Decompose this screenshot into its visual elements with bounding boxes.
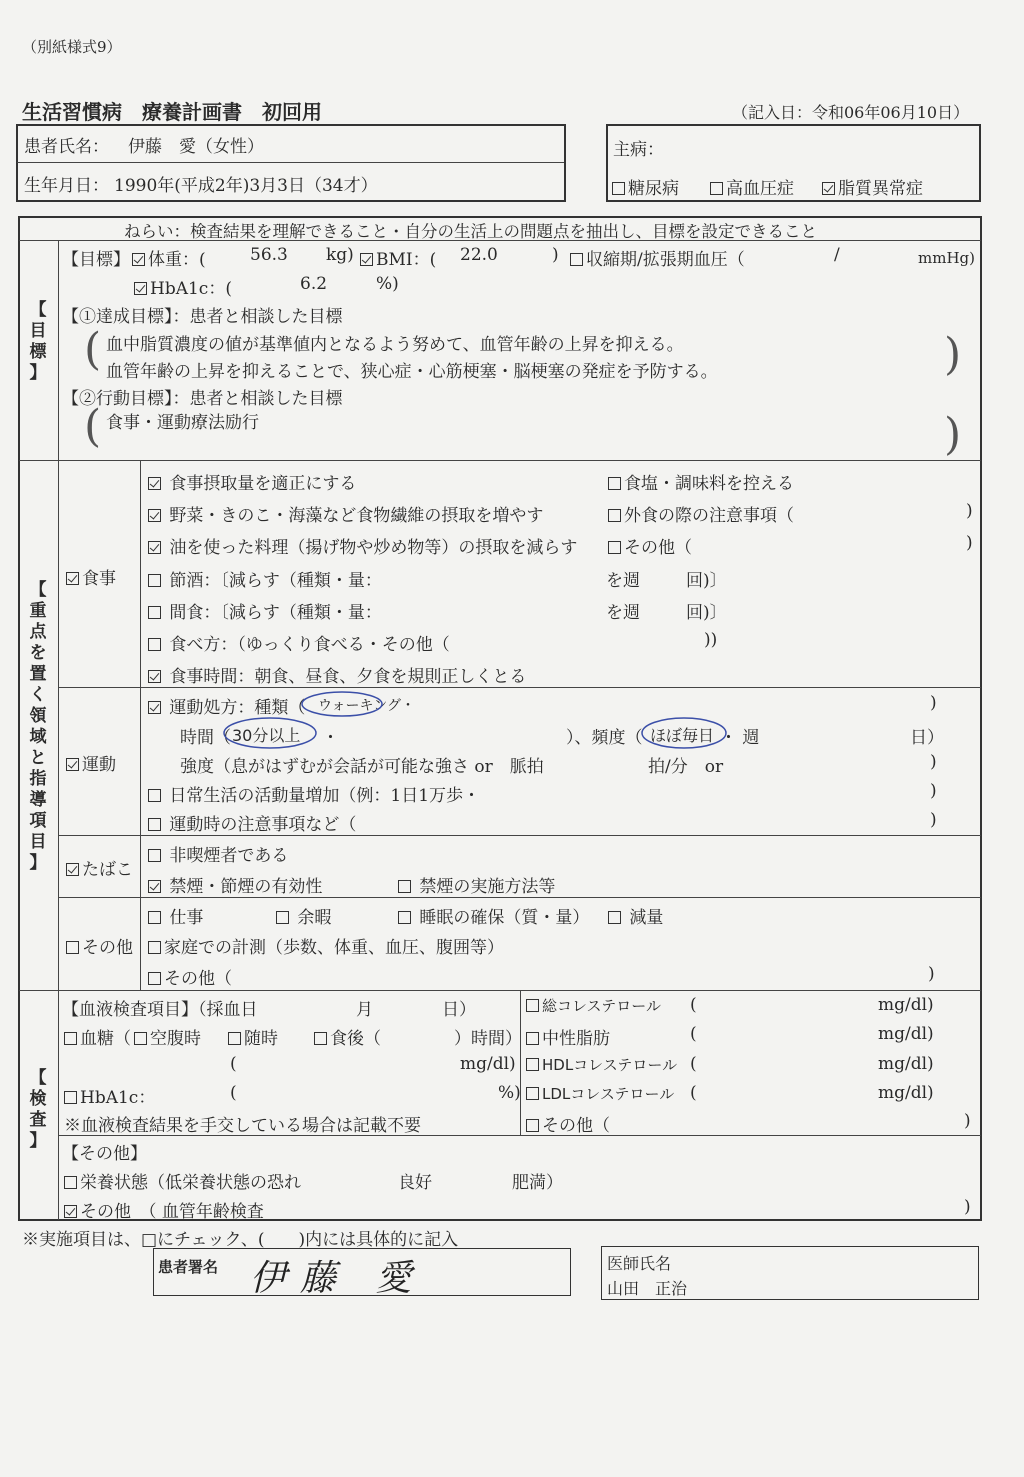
diet-right-item-1[interactable]	[608, 469, 794, 494]
quit-effect-label: 禁煙・節煙の有効性	[169, 877, 323, 897]
diet-item-3-label: 油を使った料理（揚げ物や炒め物等）の摂取を減らす	[169, 538, 578, 558]
bmi-target[interactable]	[360, 245, 436, 270]
quit-effect-checkbox[interactable]	[148, 880, 161, 893]
other-sleep[interactable]	[398, 903, 589, 928]
bracket-right-2: )	[944, 409, 962, 460]
random-checkbox[interactable]	[228, 1032, 241, 1045]
glucose-label: 血糖（	[80, 1029, 131, 1049]
exam-section-label: 【 検 査 】	[29, 1068, 47, 1151]
glucose-open: (	[230, 1054, 237, 1074]
action-goal-line-1[interactable]: 食事・運動療法励行	[106, 413, 259, 433]
lipid-open-3: (	[690, 1054, 697, 1074]
doctor-label: 医師氏名	[607, 1254, 672, 1273]
diet-item-2-checkbox[interactable]	[148, 509, 161, 522]
bracket-left-2: (	[84, 401, 102, 452]
other-weightloss-label: 減量	[629, 908, 664, 928]
weight-value[interactable]: 56.3	[250, 245, 288, 265]
lipid-total-chol[interactable]	[526, 995, 661, 1016]
exam-hba1c[interactable]	[64, 1083, 155, 1108]
home-measure-label: 家庭での計測（歩数、体重、血圧、腹囲等）	[164, 938, 504, 958]
lipid-unit-4: mg/dl)	[878, 1083, 934, 1103]
exercise-prescription-checkbox[interactable]	[148, 701, 161, 714]
other-sleep-label: 睡眠の確保（質・量）	[419, 908, 590, 928]
exercise-time-label: 時間（	[180, 728, 231, 748]
exam-other-item-checkbox[interactable]	[64, 1205, 77, 1218]
other-weightloss[interactable]	[608, 903, 663, 928]
diabetes-checkbox[interactable]	[612, 182, 625, 195]
diet-item-5-checkbox[interactable]	[148, 606, 161, 619]
exercise-freq-circle	[640, 714, 732, 754]
lipid-other[interactable]	[526, 1111, 610, 1136]
other-weightloss-checkbox[interactable]	[608, 911, 621, 924]
weight-target[interactable]	[132, 245, 206, 270]
diet-right-item-1-label: 食塩・調味料を控える	[624, 474, 794, 494]
home-measure[interactable]	[148, 933, 504, 958]
exercise-caution-checkbox[interactable]	[148, 818, 161, 831]
exercise-freq-week: ・ 週	[720, 728, 760, 748]
lipid-ldl[interactable]	[526, 1083, 674, 1104]
exercise-time-dot: ・	[322, 728, 339, 748]
achieve-goal-line-1[interactable]: 血中脂質濃度の値が基準値内となるよう努めて、血管年齢の上昇を抑える。	[106, 335, 684, 355]
bp-label: 収縮期/拡張期血圧（	[586, 250, 745, 270]
achieve-goal-line-2[interactable]: 血管年齢の上昇を抑えることで、狭心症・心筋梗塞・脳梗塞の発症を予防する。	[106, 362, 718, 382]
dyslipidemia-option[interactable]	[822, 174, 923, 199]
lipid-hdl-label: HDLコレステロール	[542, 1056, 678, 1074]
exam-hba1c-label: HbA1c：	[80, 1088, 156, 1108]
hba1c-open: (	[230, 1083, 237, 1103]
exercise-category[interactable]	[66, 750, 116, 775]
bmi-label: BMI：(	[376, 250, 437, 270]
weight-label: 体重：(	[148, 250, 206, 270]
exercise-time-circle	[222, 714, 322, 754]
entry-date: （記入日：令和06年06月10日）	[732, 103, 970, 122]
lipid-open-4: (	[690, 1083, 697, 1103]
daily-activity-checkbox[interactable]	[148, 789, 161, 802]
diet-item-3[interactable]	[148, 533, 577, 558]
nutrition-checkbox[interactable]	[64, 1176, 77, 1189]
bp-slash: /	[834, 245, 840, 265]
other-leisure-label: 余暇	[297, 908, 332, 928]
lipid-other-close: )	[964, 1111, 971, 1131]
targets-label: 【目標】	[62, 250, 130, 270]
diet-close-paren-2: )	[966, 533, 973, 553]
blood-month: 月	[356, 1000, 373, 1020]
dob-label: 生年月日：	[24, 176, 109, 196]
diet-item-5[interactable]	[148, 598, 382, 623]
hba1c-value[interactable]: 6.2	[300, 274, 328, 294]
exercise-close-4: )	[930, 810, 937, 830]
weight-unit: kg)	[326, 245, 354, 265]
diet-right-item-3[interactable]	[608, 533, 692, 558]
exercise-time-value[interactable]: 30分以上	[232, 726, 301, 745]
hba1c-pct: %)	[498, 1083, 521, 1103]
exercise-close-2: )	[930, 752, 937, 772]
other-checkbox[interactable]	[66, 941, 79, 954]
patient-signature-label: 患者署名	[158, 1258, 219, 1276]
bmi-close: )	[552, 245, 559, 265]
doctor-name[interactable]: 山田 正治	[607, 1279, 688, 1298]
postmeal-label: 食後（	[330, 1029, 381, 1049]
diet-item-1-label: 食事摂取量を適正にする	[169, 474, 357, 494]
eating-close: ))	[704, 630, 718, 650]
diet-label: 食事	[82, 569, 116, 589]
snack-per-week: を週	[606, 603, 640, 623]
diet-item-2-label: 野菜・きのこ・海藻など食物繊維の摂取を増やす	[169, 506, 544, 526]
lipid-hdl[interactable]	[526, 1054, 677, 1075]
lipid-unit-3: mg/dl)	[878, 1054, 934, 1074]
exercise-checkbox[interactable]	[66, 758, 79, 771]
dyslipidemia-label: 脂質異常症	[838, 179, 923, 199]
diet-item-6-label: 食べ方：（ゆっくり食べる・その他（	[169, 635, 450, 655]
form-title: 生活習慣病 療養計画書 初回用	[22, 100, 322, 124]
blood-test-label: 【血液検査項目】（採血日	[62, 1000, 258, 1020]
main-disease-label: 主病：	[613, 140, 664, 160]
exercise-close-1: )	[930, 693, 937, 713]
random-label: 随時	[244, 1029, 278, 1049]
exercise-prescription-label: 運動処方：種類（	[169, 698, 306, 718]
diet-right-item-3-checkbox[interactable]	[608, 541, 621, 554]
exercise-freq-close: 日）	[910, 728, 944, 748]
snack-times: 回)〕	[686, 603, 727, 623]
other-other[interactable]	[148, 964, 232, 989]
quit-method-label: 禁煙の実施方法等	[419, 877, 556, 897]
other-other-label: その他（	[164, 969, 232, 989]
diet-item-1[interactable]	[148, 469, 356, 494]
other-work-label: 仕事	[169, 908, 204, 928]
tobacco-checkbox[interactable]	[66, 863, 79, 876]
diet-item-4-label: 節酒：〔減らす（種類・量：	[169, 571, 382, 591]
footer-note: ※実施項目は、□にチェック、( )内には具体的に記入	[22, 1230, 459, 1250]
aim-text: ねらい：検査結果を理解できること・自分の生活上の問題点を抽出し、目標を設定できること	[124, 222, 817, 241]
other-work-checkbox[interactable]	[148, 911, 161, 924]
focus-section-label: 【 重 点 を 置 く 領 域 と 指 導 項 目 】	[29, 580, 47, 873]
dyslipidemia-checkbox[interactable]	[822, 182, 835, 195]
exercise-intensity: 強度（息がはずむが会話が可能な強さ or 脈拍	[180, 757, 544, 777]
nutrition-label: 栄養状態（低栄養状態の恐れ	[80, 1173, 301, 1193]
hba1c-checkbox[interactable]	[134, 282, 147, 295]
fasting-item[interactable]	[134, 1024, 201, 1049]
diet-close-paren-1: )	[966, 501, 973, 521]
hba1c-target[interactable]	[134, 274, 232, 299]
quit-effect[interactable]	[148, 872, 322, 897]
hba1c-label: HbA1c：(	[150, 279, 232, 299]
bmi-value[interactable]: 22.0	[460, 245, 498, 265]
patient-name-label: 患者氏名：	[24, 137, 109, 157]
non-smoker-label: 非喫煙者である	[169, 846, 289, 866]
glucose-item[interactable]	[64, 1024, 131, 1049]
exam-other-label: 【その他】	[62, 1144, 147, 1164]
lipid-unit-2: mg/dl)	[878, 1024, 934, 1044]
lipid-open-1: (	[690, 995, 697, 1015]
daily-activity[interactable]	[148, 781, 480, 806]
glucose-unit: mg/dl)	[460, 1054, 516, 1074]
other-other-checkbox[interactable]	[148, 972, 161, 985]
diet-item-6-checkbox[interactable]	[148, 638, 161, 651]
bp-checkbox[interactable]	[570, 253, 583, 266]
other-leisure-checkbox[interactable]	[276, 911, 289, 924]
exercise-pulse-unit: 拍/分 or	[648, 757, 724, 777]
quit-method-checkbox[interactable]	[398, 880, 411, 893]
lipid-other-label: その他（	[542, 1116, 610, 1136]
diet-category[interactable]	[66, 564, 116, 589]
patient-signature[interactable]: 伊藤 愛	[250, 1258, 426, 1299]
postmeal-hours: ）時間）	[454, 1029, 522, 1049]
diet-item-3-checkbox[interactable]	[148, 541, 161, 554]
diet-item-6[interactable]	[148, 630, 450, 655]
diabetes-option[interactable]	[612, 174, 679, 199]
exam-note: ※血液検査結果を手交している場合は記載不要	[64, 1116, 421, 1136]
glucose-checkbox[interactable]	[64, 1032, 77, 1045]
postmeal-item[interactable]	[314, 1024, 381, 1049]
lipid-open-2: (	[690, 1024, 697, 1044]
tobacco-category[interactable]	[66, 855, 133, 880]
diet-checkbox[interactable]	[66, 572, 79, 585]
form-number: （別紙様式9）	[22, 38, 122, 56]
diet-item-2[interactable]	[148, 501, 543, 526]
weight-checkbox[interactable]	[132, 253, 145, 266]
tobacco-label: たばこ	[82, 860, 133, 880]
goal-section-label: 【 目 標 】	[29, 300, 47, 383]
fasting-checkbox[interactable]	[134, 1032, 147, 1045]
exercise-label: 運動	[82, 755, 116, 775]
bmi-checkbox[interactable]	[360, 253, 373, 266]
other-label: その他	[82, 938, 133, 958]
non-smoker[interactable]	[148, 841, 288, 866]
diabetes-label: 糖尿病	[628, 179, 679, 199]
bp-target[interactable]	[570, 245, 745, 270]
nutrition-item[interactable]	[64, 1168, 301, 1193]
other-work[interactable]	[148, 903, 203, 928]
lipid-ldl-label: LDLコレステロール	[542, 1085, 675, 1103]
nutrition-obese: 肥満）	[512, 1173, 563, 1193]
other-category[interactable]	[66, 933, 133, 958]
hypertension-label: 高血圧症	[726, 179, 794, 199]
diet-right-item-2[interactable]	[608, 501, 794, 526]
diet-item-7[interactable]	[148, 662, 526, 687]
lipid-hdl-checkbox[interactable]	[526, 1058, 539, 1071]
bracket-right: )	[944, 329, 962, 380]
lipid-tg-label: 中性脂肪	[542, 1029, 610, 1049]
lipid-tg[interactable]	[526, 1024, 610, 1049]
hypertension-checkbox[interactable]	[710, 182, 723, 195]
alcohol-times: 回)〕	[686, 571, 727, 591]
exercise-close-3: )	[930, 781, 937, 801]
diet-item-7-label: 食事時間：朝食、昼食、夕食を規則正しくとる	[169, 667, 527, 687]
exercise-caution[interactable]	[148, 810, 356, 835]
exam-other-item-label: その他 （ 血管年齢検査	[80, 1202, 264, 1222]
bp-unit: mmHg)	[918, 249, 975, 267]
exercise-freq-value[interactable]: ほぼ毎日	[650, 726, 715, 745]
diet-item-4[interactable]	[148, 566, 382, 591]
other-leisure[interactable]	[276, 903, 331, 928]
nutrition-good: 良好	[398, 1173, 432, 1193]
daily-activity-label: 日常生活の活動量増加（例：1日1万歩・	[169, 786, 481, 806]
lipid-total-chol-checkbox[interactable]	[526, 999, 539, 1012]
exercise-freq-label: ）、頻度（	[566, 728, 643, 748]
diet-item-4-checkbox[interactable]	[148, 574, 161, 587]
exercise-caution-label: 運動時の注意事項など（	[169, 815, 357, 835]
exam-hba1c-checkbox[interactable]	[64, 1091, 77, 1104]
lipid-tg-checkbox[interactable]	[526, 1032, 539, 1045]
diet-item-5-label: 間食：〔減らす（種類・量：	[169, 603, 382, 623]
fasting-label: 空腹時	[150, 1029, 201, 1049]
diet-right-item-1-checkbox[interactable]	[608, 477, 621, 490]
exam-other-item[interactable]	[64, 1197, 264, 1222]
blood-day: 日）	[442, 1000, 476, 1020]
home-measure-checkbox[interactable]	[148, 941, 161, 954]
hba1c-unit: %)	[376, 274, 399, 294]
hypertension-option[interactable]	[710, 174, 794, 199]
bracket-left: (	[84, 324, 102, 375]
diet-right-item-2-label: 外食の際の注意事項（	[624, 506, 794, 526]
random-item[interactable]	[228, 1024, 278, 1049]
exam-other-close: )	[964, 1197, 971, 1217]
other-sleep-checkbox[interactable]	[398, 911, 411, 924]
exercise-type-value[interactable]: ウォーキング・	[318, 698, 416, 714]
non-smoker-checkbox[interactable]	[148, 849, 161, 862]
lipid-other-checkbox[interactable]	[526, 1119, 539, 1132]
diet-item-7-checkbox[interactable]	[148, 670, 161, 683]
patient-name-value[interactable]: 伊藤 愛（女性）	[128, 137, 264, 157]
other-close: )	[928, 964, 935, 984]
dob-value[interactable]: 1990年(平成2年)3月3日（34才）	[114, 176, 378, 196]
diet-right-item-2-checkbox[interactable]	[608, 509, 621, 522]
lipid-ldl-checkbox[interactable]	[526, 1087, 539, 1100]
postmeal-checkbox[interactable]	[314, 1032, 327, 1045]
achieve-goal-label: 【①達成目標】：患者と相談した目標	[62, 307, 343, 327]
diet-right-item-3-label: その他（	[624, 538, 692, 558]
diet-item-1-checkbox[interactable]	[148, 477, 161, 490]
lipid-total-chol-label: 総コレステロール	[542, 997, 661, 1015]
lipid-unit-1: mg/dl)	[878, 995, 934, 1015]
alcohol-per-week: を週	[606, 571, 640, 591]
action-goal-label: 【②行動目標】：患者と相談した目標	[62, 389, 343, 409]
quit-method[interactable]	[398, 872, 555, 897]
